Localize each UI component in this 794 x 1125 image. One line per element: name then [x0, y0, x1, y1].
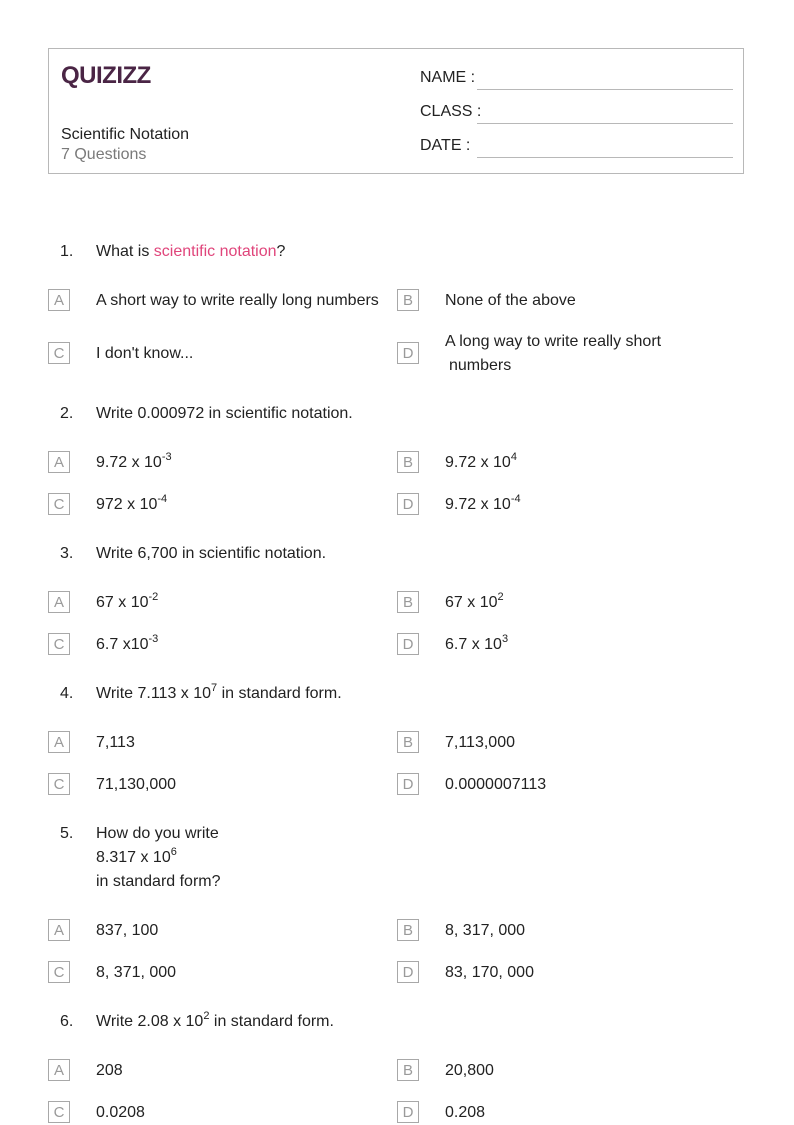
svg-text:QUIZIZZ: QUIZIZZ — [61, 62, 151, 89]
option-b-text: 20,800 — [445, 1062, 494, 1079]
option-c-text — [96, 493, 167, 517]
question-exponent: 6 — [170, 846, 177, 858]
option-exponent: -3 — [148, 633, 159, 645]
option-d-box[interactable]: D — [397, 493, 419, 515]
option-a-box[interactable]: A — [48, 289, 70, 311]
option-c-text: 8, 371, 000 — [96, 964, 177, 981]
option-b-text: None of the above — [445, 292, 576, 309]
option-c-box[interactable]: C — [48, 493, 70, 515]
option-d-box[interactable]: D — [397, 633, 419, 655]
question-number: 5. — [60, 825, 74, 842]
option-exponent: -4 — [510, 493, 521, 505]
option-exponent: -3 — [161, 451, 172, 463]
worksheet-header — [48, 48, 744, 174]
option-d-text: 0.208 — [445, 1104, 486, 1121]
question-text — [96, 1010, 334, 1034]
name-label: NAME : — [420, 69, 476, 86]
option-exponent: 3 — [501, 633, 509, 645]
option-d-text — [445, 493, 521, 517]
question-count: 7 Questions — [61, 146, 147, 163]
question-line2 — [96, 846, 221, 870]
date-field[interactable] — [477, 157, 733, 158]
question-base: 8.317 x 10 — [96, 849, 171, 866]
question-line3: in standard form? — [96, 873, 221, 890]
question-pre: Write 7.113 x 10 — [96, 685, 212, 702]
option-exponent: 2 — [497, 591, 504, 603]
question-post: in standard form. — [209, 1013, 334, 1030]
option-c-box[interactable]: C — [48, 633, 70, 655]
option-d-box[interactable]: D — [397, 773, 419, 795]
option-b-text — [445, 591, 504, 615]
option-d-text: 83, 170, 000 — [445, 964, 534, 981]
quizizz-logo — [61, 59, 153, 94]
option-b-box[interactable]: B — [397, 919, 419, 941]
option-base: 972 x 10 — [96, 496, 158, 513]
option-base: 67 x 10 — [96, 594, 149, 611]
option-base: 9.72 x 10 — [445, 496, 511, 513]
question-prefix: What is — [96, 243, 154, 260]
class-label: CLASS : — [420, 103, 482, 120]
option-b-text — [445, 451, 517, 475]
option-c-text: 71,130,000 — [96, 776, 177, 793]
option-a-text: A short way to write really long numbers — [96, 292, 379, 309]
question-number: 1. — [60, 243, 74, 260]
option-b-text: 7,113,000 — [445, 734, 515, 751]
option-c-box[interactable]: C — [48, 342, 70, 364]
option-a-box[interactable]: A — [48, 1059, 70, 1081]
option-d-box[interactable]: D — [397, 1101, 419, 1123]
question-exponent: 2 — [203, 1010, 210, 1022]
option-c-box[interactable]: C — [48, 773, 70, 795]
question-text — [96, 822, 221, 894]
option-c-text — [96, 633, 158, 657]
question-line1: How do you write — [96, 825, 219, 842]
option-d-box[interactable]: D — [397, 342, 419, 364]
option-a-box[interactable]: A — [48, 919, 70, 941]
option-c-box[interactable]: C — [48, 1101, 70, 1123]
option-a-text: 7,113 — [96, 734, 135, 751]
question-text — [96, 240, 285, 264]
question-post: in standard form. — [217, 685, 342, 702]
date-label: DATE : — [420, 137, 471, 154]
question-number: 2. — [60, 405, 74, 422]
option-a-text — [96, 591, 158, 615]
option-exponent: -2 — [148, 591, 159, 603]
question-number: 3. — [60, 545, 74, 562]
question-text: Write 6,700 in scientific notation. — [96, 545, 327, 562]
option-b-box[interactable]: B — [397, 451, 419, 473]
option-c-text: 0.0208 — [96, 1104, 145, 1121]
option-d-line1: A long way to write really short — [445, 333, 662, 350]
option-d-text: 0.0000007113 — [445, 776, 547, 793]
question-text: Write 0.000972 in scientific notation. — [96, 405, 353, 422]
question-highlight: scientific notation — [153, 243, 277, 260]
option-a-text — [96, 451, 172, 475]
option-base: 9.72 x 10 — [445, 454, 511, 471]
option-d-box[interactable]: D — [397, 961, 419, 983]
option-b-box[interactable]: B — [397, 591, 419, 613]
option-d-line2: numbers — [449, 357, 512, 374]
option-a-box[interactable]: A — [48, 591, 70, 613]
option-base: 6.7 x 10 — [445, 636, 502, 653]
option-b-box[interactable]: B — [397, 731, 419, 753]
question-suffix: ? — [276, 243, 286, 260]
quizizz-logo-icon — [61, 59, 153, 89]
name-field[interactable] — [477, 89, 733, 90]
option-base: 9.72 x 10 — [96, 454, 162, 471]
option-a-text: 837, 100 — [96, 922, 159, 939]
option-a-box[interactable]: A — [48, 451, 70, 473]
question-number: 4. — [60, 685, 74, 702]
option-a-box[interactable]: A — [48, 731, 70, 753]
option-exponent: 4 — [510, 451, 517, 463]
option-exponent: -4 — [157, 493, 168, 505]
option-b-box[interactable]: B — [397, 1059, 419, 1081]
class-field[interactable] — [477, 123, 733, 124]
question-number: 6. — [60, 1013, 74, 1030]
question-pre: Write 2.08 x 10 — [96, 1013, 204, 1030]
question-exponent: 7 — [211, 682, 218, 694]
option-a-text: 208 — [96, 1062, 123, 1079]
option-b-box[interactable]: B — [397, 289, 419, 311]
option-base: 6.7 x10 — [96, 636, 149, 653]
option-d-text — [445, 330, 661, 378]
option-c-box[interactable]: C — [48, 961, 70, 983]
option-b-text: 8, 317, 000 — [445, 922, 526, 939]
option-c-text: I don't know... — [96, 345, 194, 362]
quiz-title: Scientific Notation — [61, 126, 190, 143]
question-text — [96, 682, 342, 706]
option-base: 67 x 10 — [445, 594, 498, 611]
option-d-text — [445, 633, 508, 657]
